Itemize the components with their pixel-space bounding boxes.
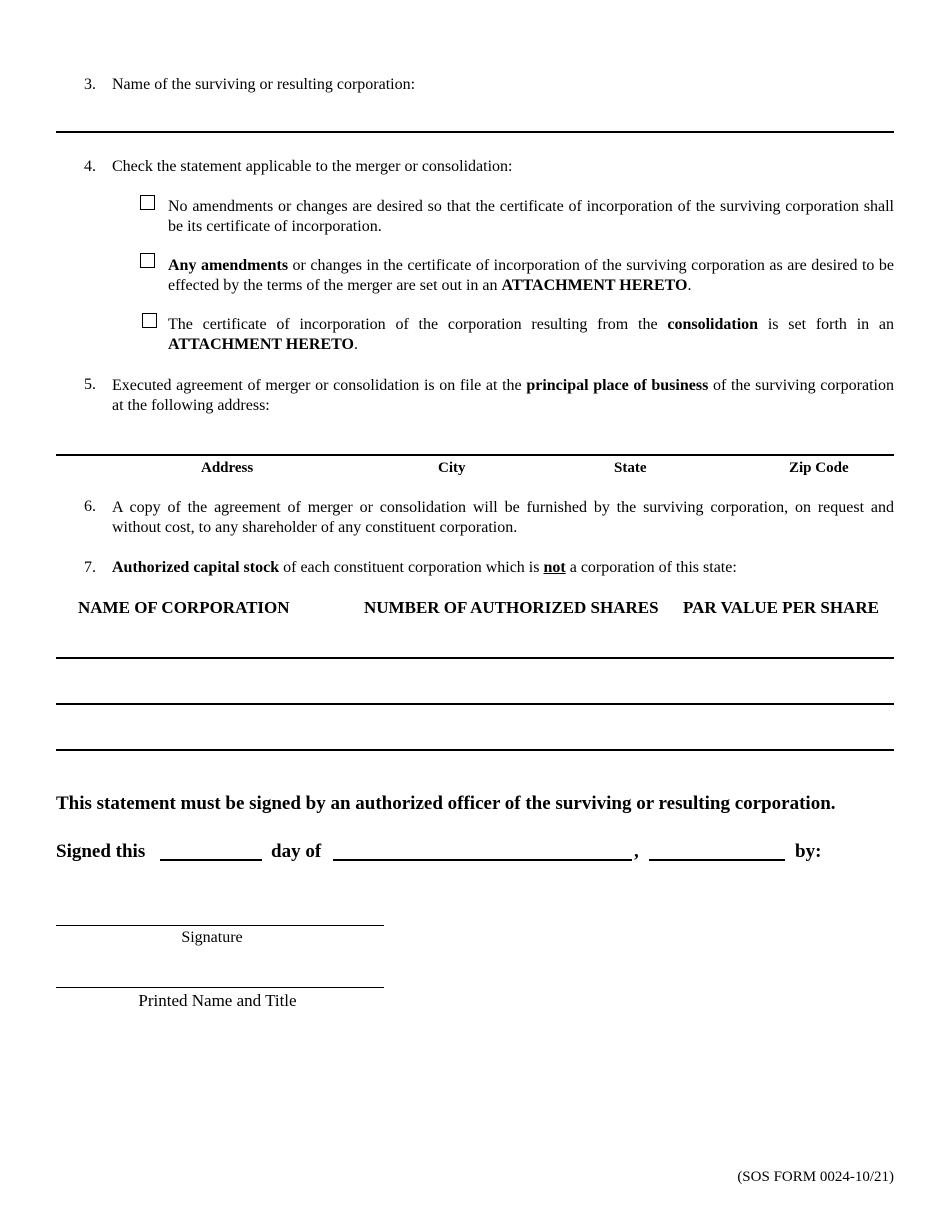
form-id: (SOS FORM 0024-10/21) xyxy=(737,1169,894,1185)
signing-statement: This statement must be signed by an authorized officer of the surviving or resulting corporation. xyxy=(56,793,836,814)
number-of-authorized-shares-header: NUMBER OF AUTHORIZED SHARES xyxy=(364,598,659,617)
item-6-text: A copy of the agreement of merger or consolidation will be furnished by the surviving corporation, on request and without cost, to any shareholder of any constituent corporation. xyxy=(112,499,894,536)
item-3-text: Name of the surviving or resulting corporation: xyxy=(112,76,416,93)
signature-line[interactable] xyxy=(56,925,384,926)
signature-label: Signature xyxy=(181,929,243,946)
item-3-number: 3. xyxy=(84,76,96,93)
par-value-per-share-header: PAR VALUE PER SHARE xyxy=(683,598,880,617)
signed-day-blank[interactable] xyxy=(160,859,262,861)
day-of-label: day of xyxy=(271,841,322,862)
zip-code-header: Zip Code xyxy=(789,460,849,476)
item-6-number: 6. xyxy=(84,498,96,515)
option-consolidation-checkbox[interactable] xyxy=(142,313,157,328)
printed-name-line[interactable] xyxy=(56,987,384,988)
signed-year-blank[interactable] xyxy=(649,859,785,861)
state-header: State xyxy=(614,460,647,476)
item-5-text: Executed agreement of merger or consolidation is on file at the principal place of business of the surviving corporation at the following address: xyxy=(112,377,894,414)
signed-this-label: Signed this xyxy=(56,841,146,862)
option-any-amendments-text: Any amendments or changes in the certificate of incorporation of the surviving corporation as are desired to be effected by the terms of the merger are set out in an ATTACHMENT HERETO. xyxy=(168,257,895,294)
item-4-text: Check the statement applicable to the merger or consolidation: xyxy=(112,158,513,175)
surviving-corporation-name-line[interactable] xyxy=(56,131,894,133)
capital-stock-row-line[interactable] xyxy=(56,657,894,659)
address-line[interactable] xyxy=(56,454,894,456)
name-of-corporation-header: NAME OF CORPORATION xyxy=(78,598,290,617)
item-4-number: 4. xyxy=(84,158,96,175)
item-7-number: 7. xyxy=(84,559,96,576)
address-header: Address xyxy=(201,460,254,476)
item-5-number: 5. xyxy=(84,376,96,393)
by-label: by: xyxy=(795,841,822,862)
date-comma: , xyxy=(634,841,639,862)
city-header: City xyxy=(438,460,466,476)
option-no-amendments-text: No amendments or changes are desired so that the certificate of incorporation of the surviving corporation shall be its certificate of incorporation. xyxy=(168,198,894,235)
capital-stock-row-line[interactable] xyxy=(56,749,894,751)
option-any-amendments-checkbox[interactable] xyxy=(140,253,155,268)
capital-stock-row-line[interactable] xyxy=(56,703,894,705)
printed-name-label: Printed Name and Title xyxy=(138,991,297,1010)
option-no-amendments-checkbox[interactable] xyxy=(140,195,155,210)
item-7-text: Authorized capital stock of each constituent corporation which is not a corporation of this state: xyxy=(112,559,737,576)
option-consolidation-text: The certificate of incorporation of the corporation resulting from the consolidation is set forth in an ATTACHMENT HERETO. xyxy=(168,316,895,353)
signed-month-blank[interactable] xyxy=(333,859,632,861)
